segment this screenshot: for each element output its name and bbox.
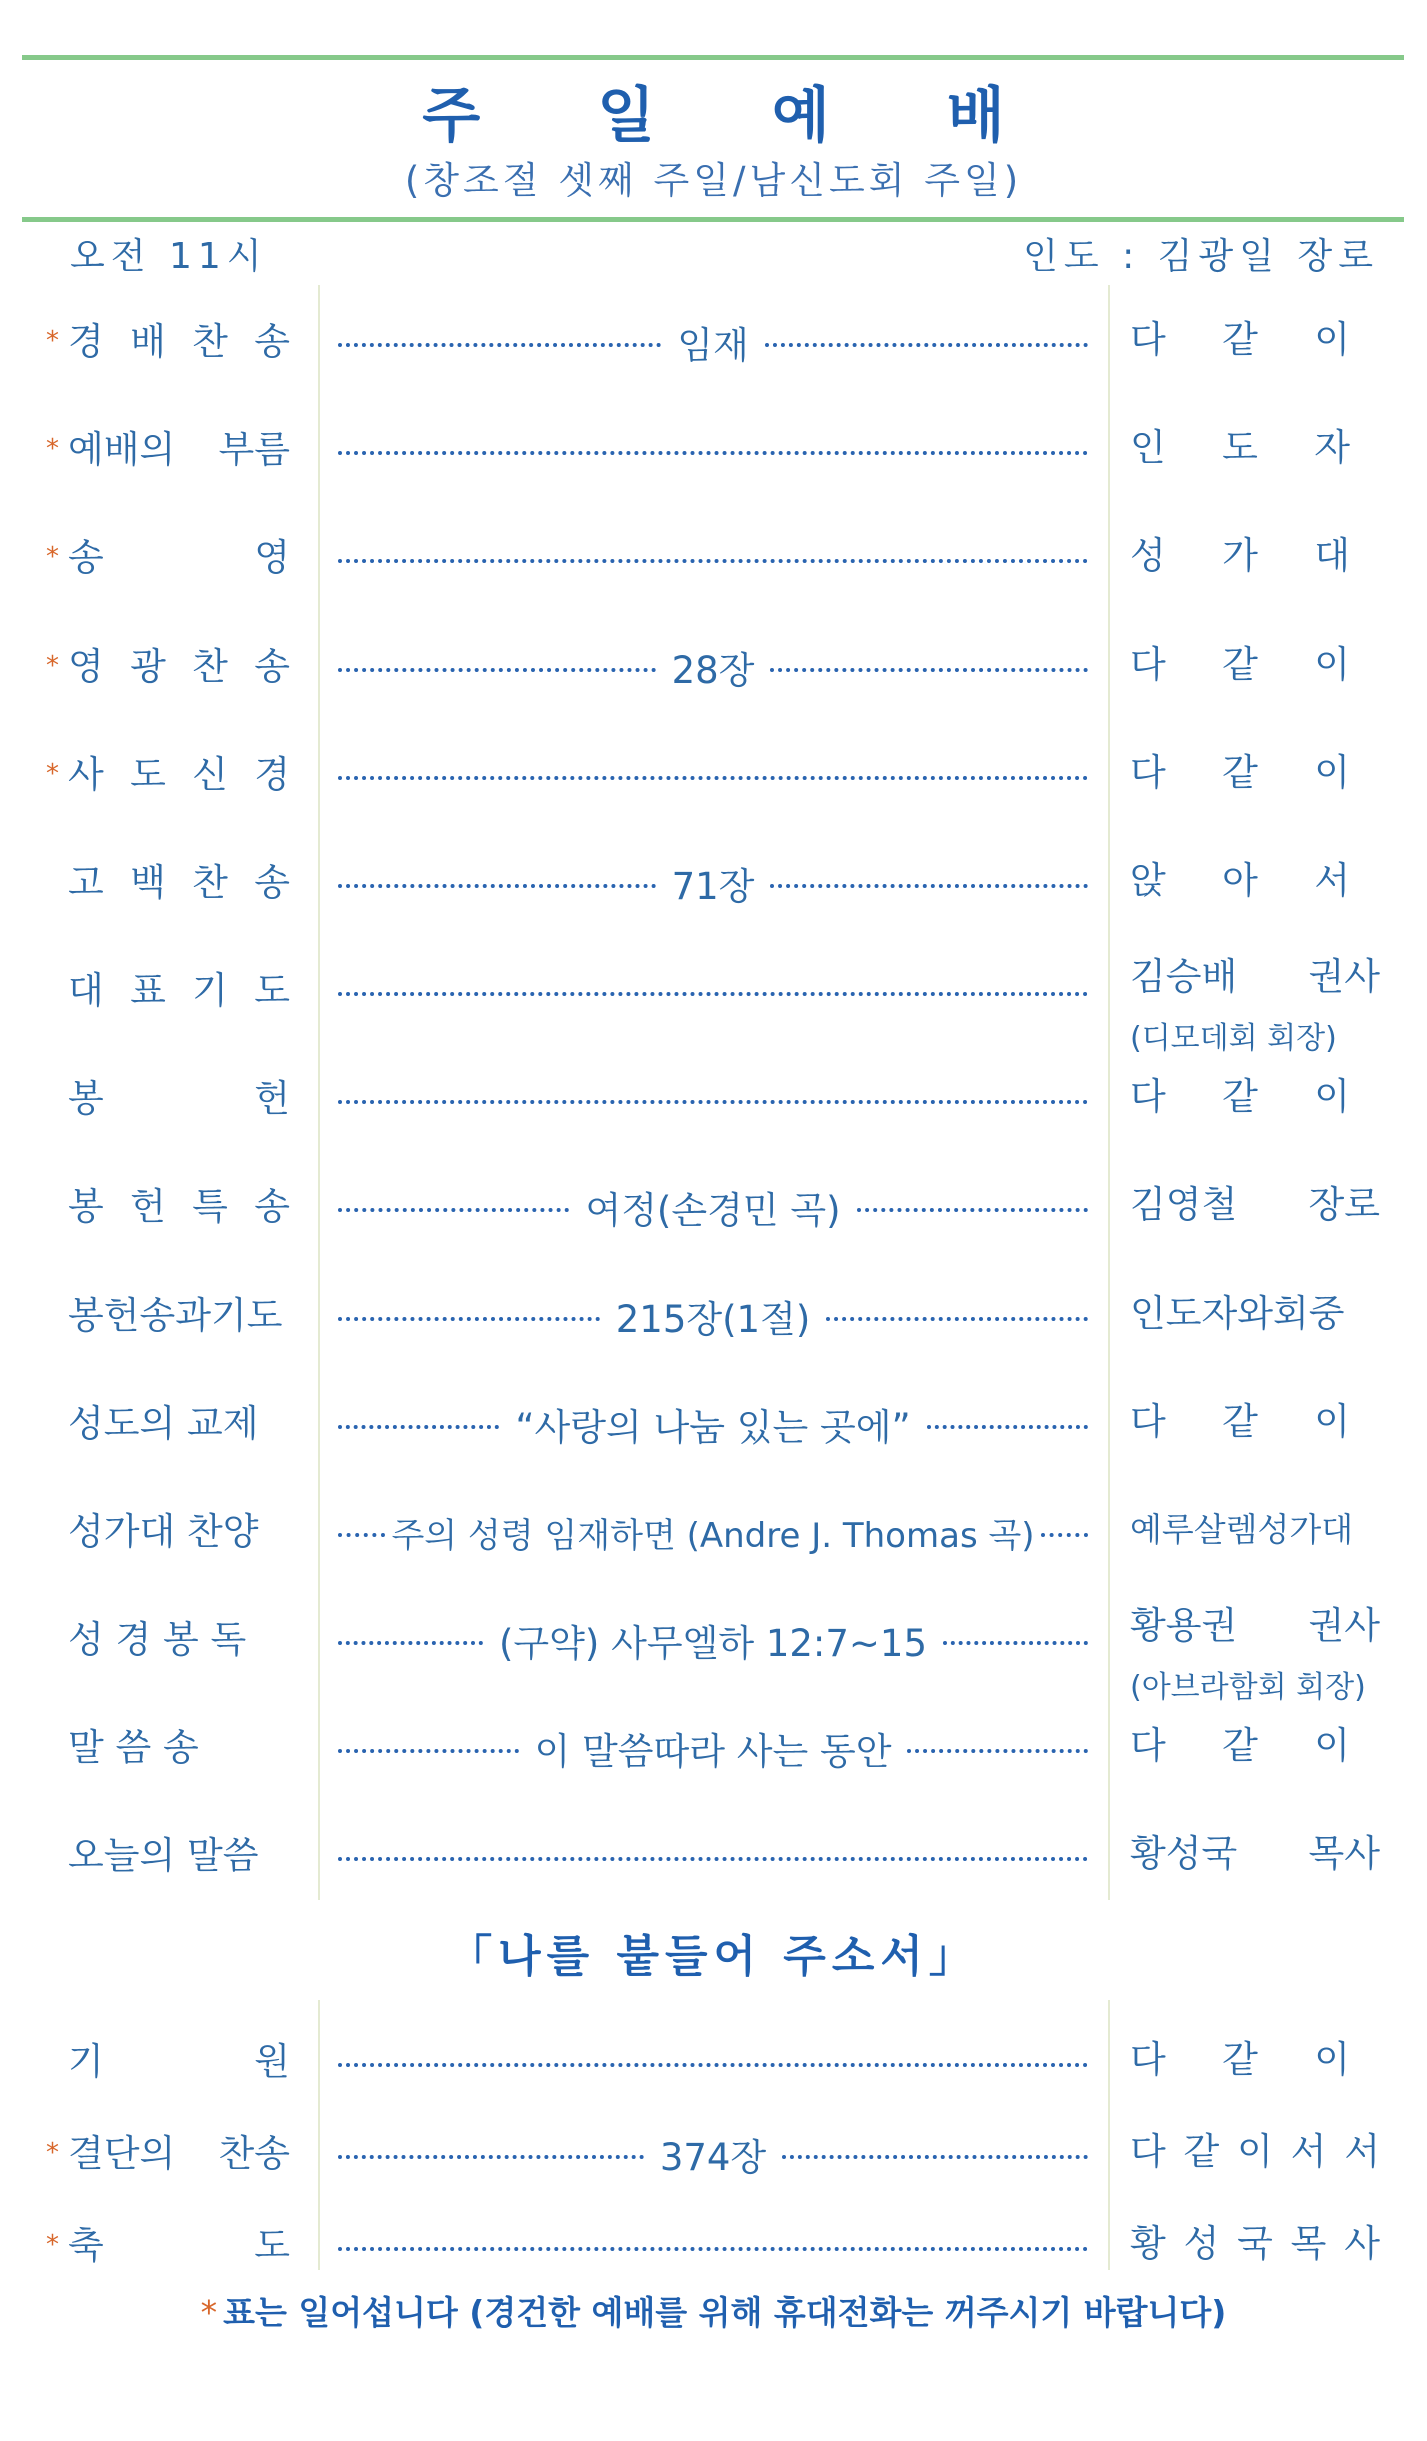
item-leader-dots [338, 643, 1088, 691]
item-label: 기 원 [68, 2040, 290, 2083]
page-title: 주 일 예 배 [422, 81, 1053, 151]
item-performer: 다 같 이 [1130, 1724, 1350, 1767]
item-leader-dots [338, 1075, 1088, 1123]
item-content: 이 말씀따라 사는 동안 [534, 1730, 892, 1773]
item-performer: 황성국 목사 [1130, 1832, 1380, 1875]
item-label: 오늘의 말씀 [68, 1834, 259, 1877]
order-row [0, 1826, 1427, 1886]
top-divider [22, 55, 1404, 60]
star-icon: * [46, 651, 59, 681]
dot-leader [338, 451, 1088, 455]
service-time: 오전 11시 [70, 236, 268, 277]
item-performer-note: (아브라함회 회장) [1130, 1670, 1366, 1705]
page-subtitle: (창조절 셋째 주일/남신도회 주일) [404, 159, 1023, 202]
order-row [0, 1286, 1427, 1346]
order-row [0, 2032, 1427, 2092]
dot-leader [770, 668, 1088, 672]
item-performer: 성 가 대 [1130, 534, 1350, 577]
dot-leader [338, 1100, 1088, 1104]
item-leader-dots [338, 859, 1088, 907]
item-performer: 인 도 자 [1130, 426, 1350, 469]
dot-leader [338, 1749, 519, 1753]
order-row [0, 637, 1427, 697]
footer-text: 표는 일어섭니다 (경건한 예배를 위해 휴대전화는 꺼주시기 바랍니다) [223, 2293, 1227, 2332]
item-label: 경 배 찬 송 [68, 320, 290, 363]
service-leader: 인도 : 김광일 장로 [1023, 236, 1379, 277]
item-performer: 예루살렘성가대 [1130, 1510, 1354, 1549]
item-leader-dots [338, 1832, 1088, 1880]
item-performer: 황 성 국 목 사 [1130, 2222, 1380, 2265]
item-leader-dots [338, 751, 1088, 799]
item-label: 성가대 찬양 [68, 1510, 259, 1553]
item-content: 374장 [659, 2136, 767, 2179]
item-leader-dots [338, 1616, 1088, 1664]
item-label: 축 도 [68, 2224, 290, 2267]
star-icon: * [46, 759, 59, 789]
item-leader-dots [338, 1508, 1088, 1556]
item-label: 영 광 찬 송 [68, 645, 290, 688]
item-performer: 황용권 권사 [1130, 1604, 1380, 1647]
item-content: (구약) 사무엘하 12:7~15 [499, 1622, 928, 1665]
item-label: 대 표 기 도 [68, 969, 290, 1012]
item-performer: 다 같 이 [1130, 2038, 1350, 2081]
item-performer: 다 같 이 [1130, 1400, 1350, 1443]
dot-leader [338, 2155, 644, 2159]
item-content: “사랑의 나눔 있는 곳에” [515, 1406, 911, 1449]
order-row [0, 420, 1427, 480]
dot-leader [338, 343, 661, 347]
dot-leader [1041, 1533, 1088, 1537]
item-label: 고 백 찬 송 [68, 861, 290, 904]
dot-leader [338, 1425, 499, 1429]
item-performer: 다 같 이 [1130, 643, 1350, 686]
dot-leader [338, 992, 1088, 996]
dot-leader [927, 1425, 1088, 1429]
item-leader-dots [338, 1400, 1088, 1448]
dot-leader [907, 1749, 1088, 1753]
dot-leader [338, 1208, 569, 1212]
dot-leader [338, 2063, 1088, 2067]
item-performer: 앉 아 서 [1130, 859, 1350, 902]
sermon-title: 「나를 붙들어 주소서」 [448, 1931, 979, 1982]
item-content: 28장 [671, 649, 755, 692]
item-label: 성도의 교제 [68, 1402, 259, 1445]
dot-leader [338, 1317, 600, 1321]
item-performer: 다 같 이 서 서 [1130, 2130, 1380, 2173]
dot-leader [765, 343, 1088, 347]
header-divider [22, 217, 1404, 222]
item-leader-dots [338, 967, 1088, 1015]
star-icon: * [46, 2230, 59, 2260]
dot-leader [338, 1533, 385, 1537]
dot-leader [782, 2155, 1088, 2159]
star-icon: * [46, 434, 59, 464]
item-label: 사 도 신 경 [68, 753, 290, 796]
order-row [0, 1718, 1427, 1778]
order-row [0, 1502, 1427, 1562]
item-label: 봉 헌 특 송 [68, 1185, 290, 1228]
dot-leader [338, 776, 1088, 780]
item-leader-dots [338, 426, 1088, 474]
dot-leader [338, 884, 656, 888]
item-leader-dots [338, 1724, 1088, 1772]
star-icon: * [46, 326, 59, 356]
footer-note [0, 2287, 1427, 2334]
order-row [0, 1069, 1427, 1129]
order-row [0, 528, 1427, 588]
star-icon: * [46, 542, 59, 572]
item-performer-note: (디모데회 회장) [1130, 1021, 1337, 1056]
item-label: 말 씀 송 [68, 1726, 199, 1769]
dot-leader [338, 2247, 1088, 2251]
dot-leader [338, 1857, 1088, 1861]
item-leader-dots [338, 1292, 1088, 1340]
item-label: 봉헌송과기도 [68, 1294, 283, 1337]
item-leader-dots [338, 2038, 1088, 2086]
item-content: 71장 [671, 865, 755, 908]
dot-leader [857, 1208, 1088, 1212]
star-icon: * [46, 2138, 59, 2168]
item-content: 215장(1절) [615, 1298, 811, 1341]
star-icon: * [200, 2293, 218, 2332]
order-row [0, 312, 1427, 372]
item-performer: 김승배 권사 [1130, 955, 1380, 998]
item-label: 결단의 찬송 [68, 2132, 290, 2175]
item-performer: 다 같 이 [1130, 751, 1350, 794]
item-leader-dots [338, 2222, 1088, 2270]
item-performer: 김영철 장로 [1130, 1183, 1380, 1226]
order-row [0, 1604, 1427, 1705]
order-row [0, 1394, 1427, 1454]
dot-leader [770, 884, 1088, 888]
item-content: 여정(손경민 곡) [585, 1189, 841, 1232]
order-row [0, 745, 1427, 805]
dot-leader [338, 1641, 483, 1645]
dot-leader [943, 1641, 1088, 1645]
item-leader-dots [338, 318, 1088, 366]
item-performer: 다 같 이 [1130, 1075, 1350, 1118]
item-label: 성 경 봉 독 [68, 1618, 247, 1661]
item-performer: 인도자와회중 [1130, 1292, 1345, 1335]
item-leader-dots [338, 534, 1088, 582]
order-row [0, 2216, 1427, 2276]
order-row [0, 1177, 1427, 1237]
dot-leader [826, 1317, 1088, 1321]
order-row [0, 955, 1427, 1056]
item-label: 예배의 부름 [68, 428, 290, 471]
item-content: 주의 성령 임재하면 (Andre J. Thomas 곡) [391, 1515, 1035, 1556]
order-row [0, 2124, 1427, 2184]
item-label: 봉 헌 [68, 1077, 290, 1120]
dot-leader [338, 559, 1088, 563]
item-leader-dots [338, 2130, 1088, 2178]
item-content: 임재 [677, 324, 749, 367]
item-performer: 다 같 이 [1130, 318, 1350, 361]
item-leader-dots [338, 1183, 1088, 1231]
order-row [0, 853, 1427, 913]
dot-leader [338, 668, 656, 672]
item-label: 송 영 [68, 536, 290, 579]
